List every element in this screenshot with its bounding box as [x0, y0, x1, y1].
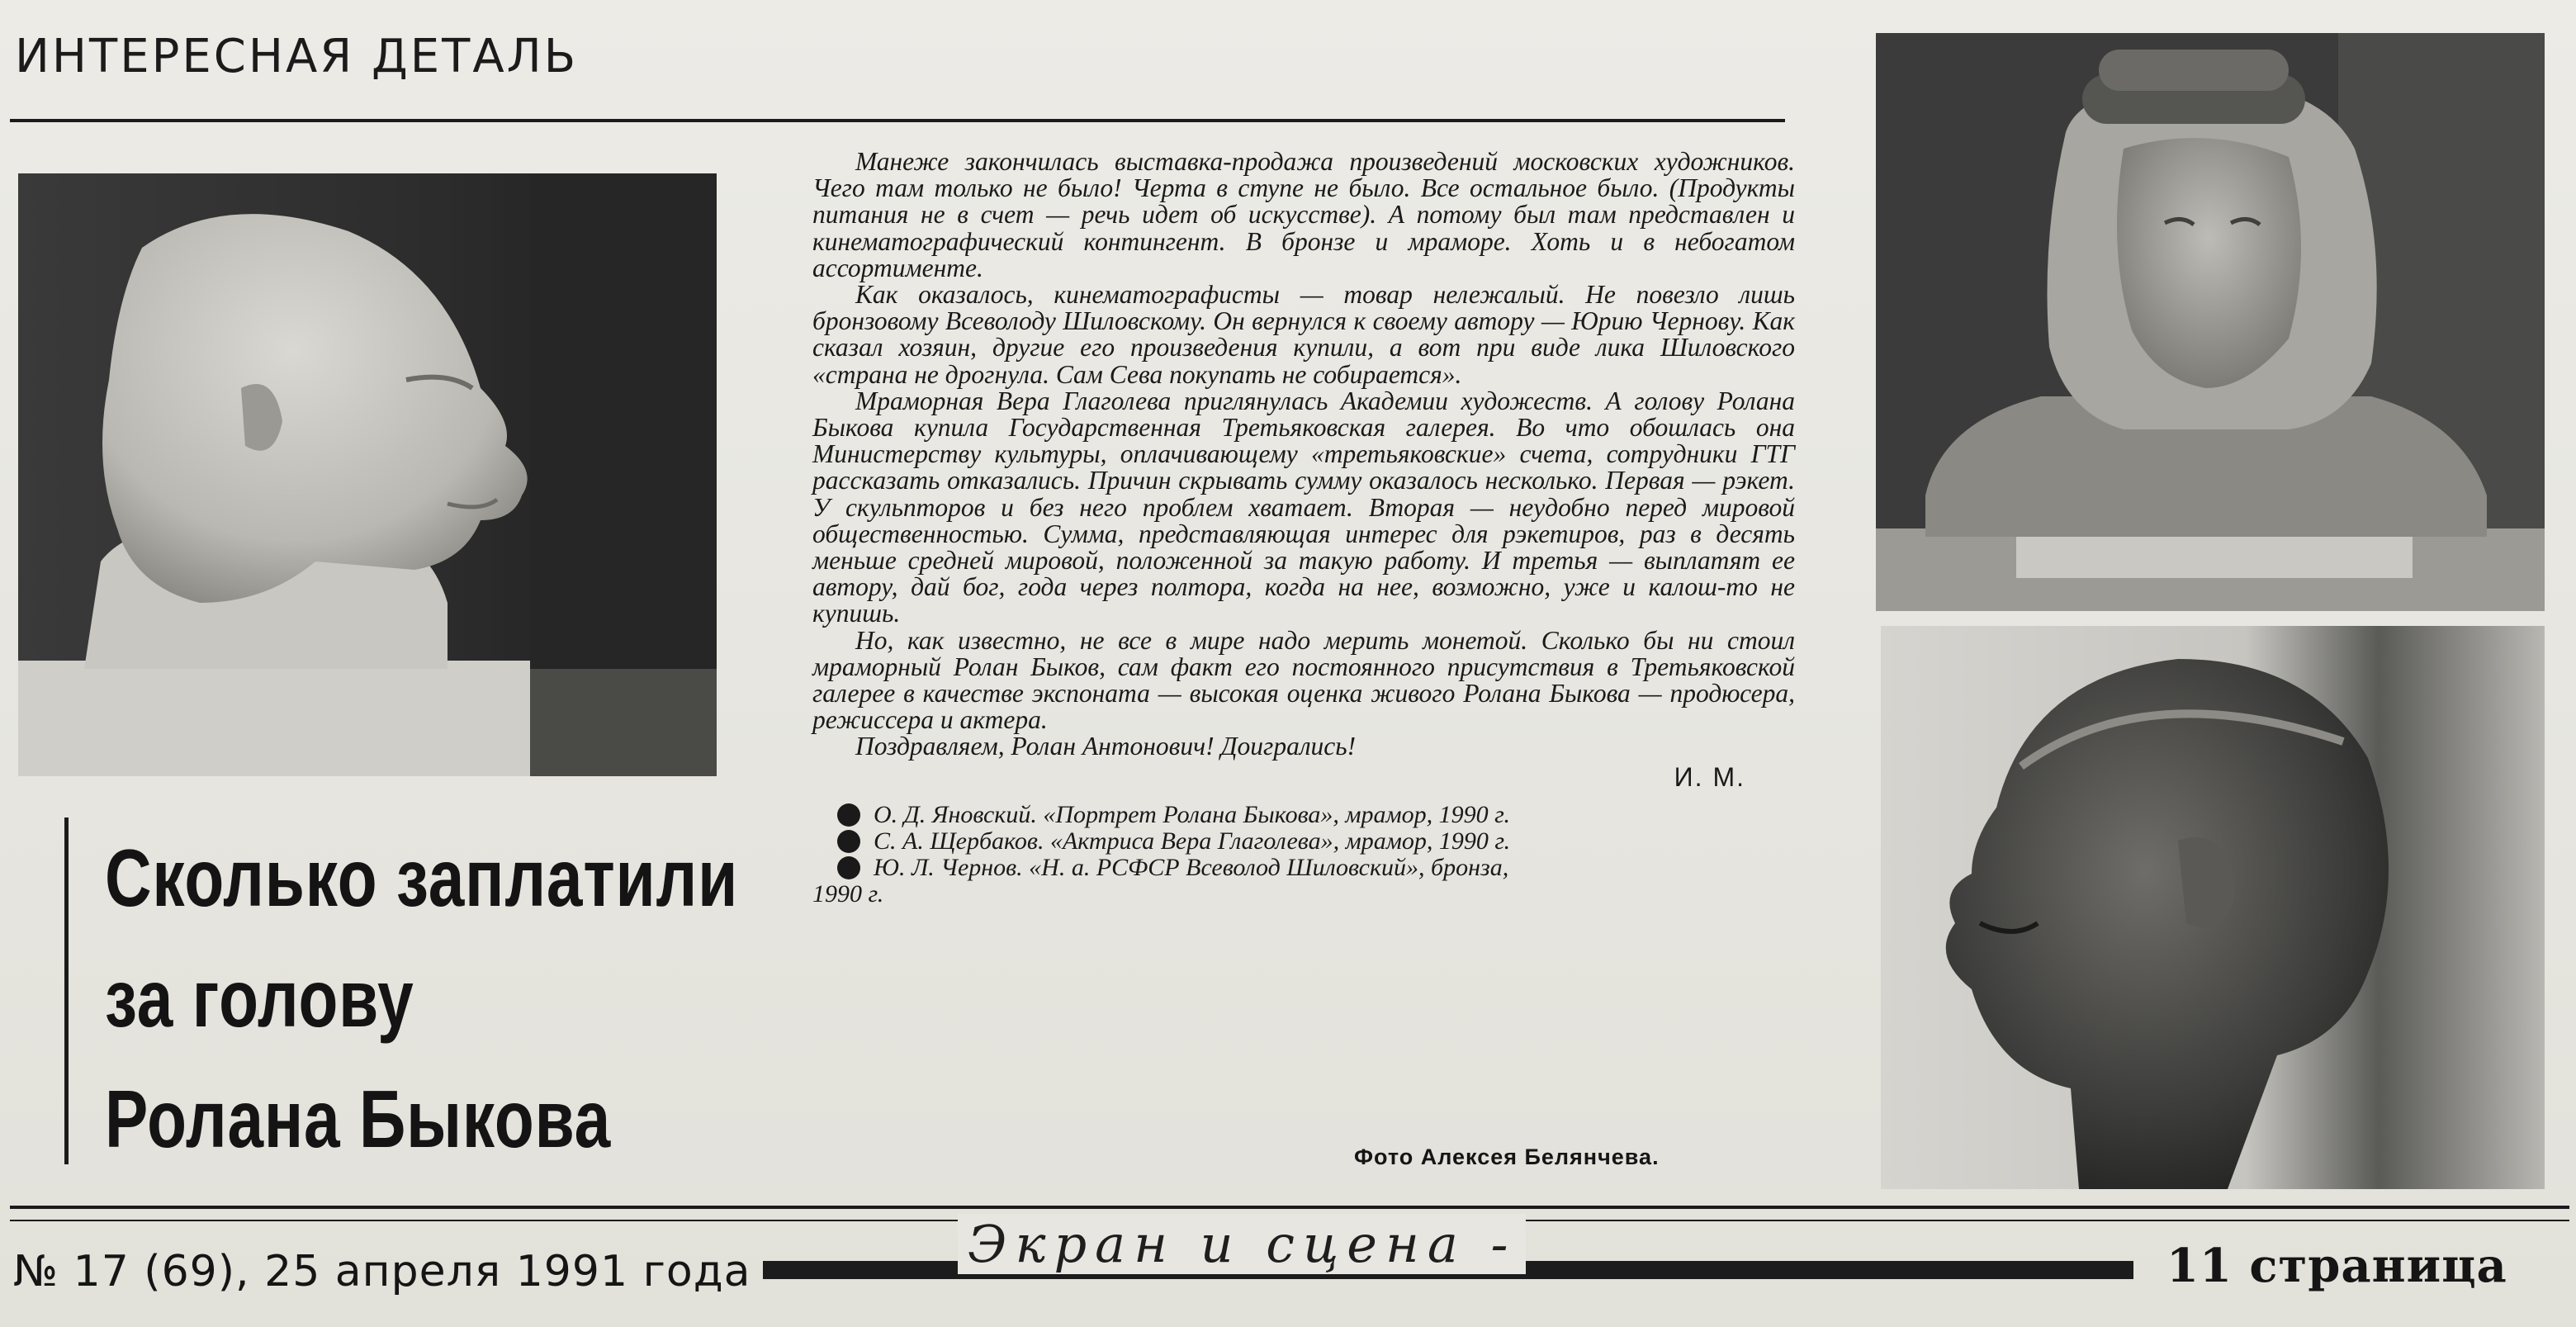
paragraph-3: Мраморная Вера Глаголева приглянулась Академии художеств. А голову Ролана Быкова купила Государственная Третьяковская галерея. Во что обошлась она Министерству культуры, оплачивающему «третьяковские» счета, сотрудники ГТГ рассказать отказались. Причин скрывать сумму оказалось несколько. Первая — рэкет. У скульпторов и без него проблем хватает. Вторая — неудобно перед мировой общественностью. Сумма, представляющая интерес для рэкетиров, раз в десять меньше средней мировой, положенной за такую работу. И третья — выплатят ее автору, дай бог, года через полтора, когда на нее, возможно, уже и калош-то не купишь.: [812, 386, 1795, 628]
photo-glagoleva-bust: [1876, 33, 2545, 611]
bykov-bust-illustration: [18, 173, 717, 776]
caption-tail: 1990 г.: [812, 879, 884, 908]
photo-credit: Фото Алексея Белянчева.: [1354, 1145, 1660, 1169]
issue-date: № 17 (69), 25 апреля 1991 года: [13, 1247, 751, 1296]
caption-item: [812, 828, 1795, 855]
article-body: [812, 149, 1795, 908]
caption-item: [812, 855, 1795, 881]
caption-text: О. Д. Яновский. «Портрет Ролана Быкова», мрамор, 1990 г.: [874, 800, 1510, 828]
paragraph-4: Но, как известно, не все в мире надо мерить монетой. Сколько бы ни стоил мраморный Ролан Быков, сам факт его постоянного присутствия в Третьяковской галерее в качестве экспоната — высокая оценка живого Ролана Быкова — продюсера, режиссера и актера.: [812, 625, 1795, 735]
bullet-icon: [837, 830, 860, 853]
rubric-heading: ИНТЕРЕСНАЯ ДЕТАЛЬ: [15, 30, 579, 83]
article-headline: [64, 818, 782, 1164]
photo-bykov-bust: [18, 173, 717, 776]
headline-line-2: за голову: [105, 953, 414, 1044]
paragraph-2: Как оказалось, кинематографисты — товар нележалый. Не повезло лишь бронзовому Всеволоду Шиловскому. Он вернулся к своему автору — Юрию Чернову. Как сказал хозяин, другие его произведения купили, а вот при виде лика Шиловского «страна не дрогнула. Сам Сева покупать не собирается».: [812, 280, 1795, 389]
bottom-rule: [10, 1206, 2569, 1209]
handwritten-note: Экран и сцена -: [958, 1214, 1526, 1274]
bullet-icon: [837, 856, 860, 879]
page-number: 11 страница: [2166, 1239, 2507, 1293]
headline-line-1: Сколько заплатили: [105, 832, 739, 923]
caption-text: Ю. Л. Чернов. «Н. а. РСФСР Всеволод Шиловский», бронза,: [874, 853, 1509, 881]
glagoleva-bust-illustration: [1876, 33, 2545, 611]
top-rule: [10, 119, 1785, 122]
shilovsky-bust-illustration: [1881, 626, 2545, 1189]
paragraph-1: Манеже закончилась выставка-продажа произведений московских художников. Чего там только не было! Черта в ступе не было. Все остальное было. (Продукты питания не в счет — речь идет об искусстве). А потому был там представлен и кинематографический контингент. В бронзе и мраморе. Хоть и в небогатом ассортименте.: [812, 147, 1795, 282]
bullet-icon: [837, 803, 860, 827]
headline-line-3: Ролана Быкова: [105, 1073, 611, 1164]
photo-captions: [812, 802, 1795, 908]
caption-text: С. А. Щербаков. «Актриса Вера Глаголева», мрамор, 1990 г.: [874, 827, 1511, 855]
paragraph-5: Поздравляем, Ролан Антонович! Доигрались!: [855, 732, 1357, 761]
caption-item: [812, 802, 1795, 828]
author-signature: И. М.: [1674, 761, 1745, 792]
photo-shilovsky-bust: [1881, 626, 2545, 1189]
